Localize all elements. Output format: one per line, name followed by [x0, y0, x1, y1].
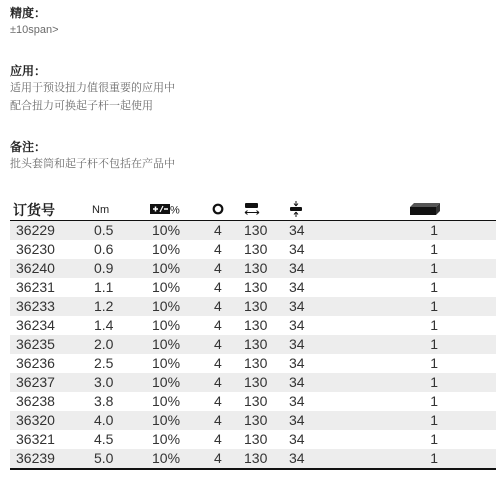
section-text: ±10span>	[10, 24, 59, 36]
height-value: 34	[289, 411, 341, 430]
header-height	[289, 200, 341, 221]
header-nm: Nm	[92, 200, 150, 221]
tolerance-value: 10%	[152, 279, 181, 295]
plus-minus-icon	[150, 204, 170, 217]
order-number: 36229	[10, 221, 92, 241]
section-title: 备注：	[10, 140, 47, 154]
section-text: 适用于预设扭力值很重要的应用中	[10, 82, 175, 94]
section-text: 批头套筒和起子杆不包括在产品中	[10, 158, 175, 170]
tolerance-value: 10%	[152, 393, 181, 409]
section-text: 配合扭力可换起子杆一起使用	[10, 100, 153, 112]
square-value: 4	[214, 279, 222, 295]
tolerance-value: 10%	[150, 297, 212, 316]
table-row	[10, 221, 496, 241]
height-value: 34	[289, 393, 305, 409]
header-square-drive	[212, 200, 244, 221]
table-row	[10, 392, 496, 411]
length-value: 130	[244, 373, 289, 392]
table-row	[10, 278, 496, 297]
tolerance-value: 10%	[152, 241, 181, 257]
square-value: 4	[214, 355, 222, 371]
section-title: 应用：	[10, 64, 47, 78]
height-value: 34	[289, 221, 341, 241]
length-value: 130	[244, 393, 268, 409]
table-row	[10, 430, 496, 449]
length-value: 130	[244, 241, 268, 257]
length-value: 130	[244, 279, 268, 295]
square-value: 4	[212, 449, 244, 469]
height-value: 34	[289, 355, 305, 371]
section-application	[10, 63, 175, 115]
table-row	[10, 449, 496, 469]
length-value: 130	[244, 431, 268, 447]
section-note	[10, 139, 175, 173]
package-box-icon	[410, 203, 440, 218]
height-arrow-icon	[289, 201, 303, 220]
header-tolerance	[150, 200, 212, 221]
order-number: 36320	[10, 411, 92, 430]
table-row	[10, 316, 496, 335]
square-value: 4	[212, 411, 244, 430]
order-number: 36231	[16, 279, 55, 295]
nm-value: 2.5	[94, 355, 114, 371]
tolerance-value: 10%	[150, 449, 212, 469]
square-value: 4	[214, 393, 222, 409]
height-value: 34	[289, 259, 341, 278]
table-row	[10, 335, 496, 354]
height-value: 34	[289, 449, 341, 469]
order-number: 36236	[16, 355, 55, 371]
section-accuracy	[10, 5, 59, 39]
table-row	[10, 354, 496, 373]
quantity-value: 1	[430, 431, 438, 447]
length-value: 130	[244, 221, 289, 241]
header-length	[244, 200, 289, 221]
nm-value: 5.0	[92, 449, 150, 469]
tolerance-value: 10%	[150, 221, 212, 241]
square-value: 4	[212, 335, 244, 354]
square-value: 4	[212, 373, 244, 392]
table-row	[10, 240, 496, 259]
ring-icon	[212, 203, 224, 218]
square-value: 4	[214, 241, 222, 257]
length-value: 130	[244, 449, 289, 469]
quantity-value: 1	[341, 449, 496, 469]
tolerance-value: 10%	[152, 355, 181, 371]
quantity-value: 1	[341, 411, 496, 430]
quantity-value: 1	[430, 355, 438, 371]
header-order-number: 订货号	[10, 200, 92, 221]
square-value: 4	[214, 317, 222, 333]
nm-value: 1.2	[92, 297, 150, 316]
quantity-value: 1	[430, 317, 438, 333]
tolerance-value: 10%	[150, 373, 212, 392]
length-value: 130	[244, 411, 289, 430]
nm-value: 3.0	[92, 373, 150, 392]
nm-value: 1.1	[94, 279, 114, 295]
quantity-value: 1	[430, 279, 438, 295]
nm-value: 0.9	[92, 259, 150, 278]
square-value: 4	[214, 431, 222, 447]
quantity-value: 1	[430, 393, 438, 409]
tolerance-value: 10%	[152, 317, 181, 333]
length-value: 130	[244, 317, 268, 333]
height-value: 34	[289, 317, 305, 333]
order-number: 36240	[10, 259, 92, 278]
height-value: 34	[289, 297, 341, 316]
square-value: 4	[212, 259, 244, 278]
quantity-value: 1	[341, 221, 496, 241]
quantity-value: 1	[341, 373, 496, 392]
nm-value: 2.0	[92, 335, 150, 354]
order-number: 36237	[10, 373, 92, 392]
length-value: 130	[244, 335, 289, 354]
tolerance-value: 10%	[152, 431, 181, 447]
order-number: 36230	[16, 241, 55, 257]
tolerance-value: 10%	[150, 259, 212, 278]
nm-value: 4.0	[92, 411, 150, 430]
nm-value: 0.6	[94, 241, 114, 257]
height-value: 34	[289, 373, 341, 392]
height-value: 34	[289, 431, 305, 447]
order-number: 36234	[16, 317, 55, 333]
length-value: 130	[244, 297, 289, 316]
nm-value: 3.8	[94, 393, 114, 409]
quantity-value: 1	[430, 241, 438, 257]
length-arrow-icon	[244, 202, 260, 219]
quantity-value: 1	[341, 335, 496, 354]
header-tolerance-label: %	[170, 203, 180, 216]
table-row	[10, 259, 496, 278]
header-quantity	[341, 200, 496, 221]
height-value: 34	[289, 335, 341, 354]
quantity-value: 1	[341, 297, 496, 316]
order-number: 36321	[16, 431, 55, 447]
table-row	[10, 373, 496, 392]
tolerance-value: 10%	[150, 335, 212, 354]
quantity-value: 1	[341, 259, 496, 278]
table-row	[10, 297, 496, 316]
length-value: 130	[244, 259, 289, 278]
square-value: 4	[212, 297, 244, 316]
order-number: 36238	[16, 393, 55, 409]
order-number: 36235	[10, 335, 92, 354]
nm-value: 4.5	[94, 431, 114, 447]
nm-value: 1.4	[94, 317, 114, 333]
length-value: 130	[244, 355, 268, 371]
height-value: 34	[289, 241, 305, 257]
nm-value: 0.5	[92, 221, 150, 241]
tolerance-value: 10%	[150, 411, 212, 430]
table-header-row	[10, 200, 496, 221]
order-number: 36233	[10, 297, 92, 316]
height-value: 34	[289, 279, 305, 295]
order-number: 36239	[10, 449, 92, 469]
table-row	[10, 411, 496, 430]
section-title: 精度：	[10, 6, 47, 20]
spec-table	[10, 200, 496, 470]
square-value: 4	[212, 221, 244, 241]
